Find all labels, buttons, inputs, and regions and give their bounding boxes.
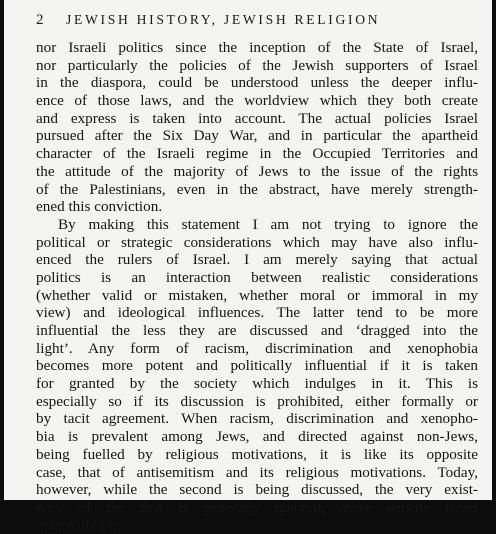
text-line: for granted by the society which indulges in it. This is (36, 375, 478, 393)
text-line: however, while the second is being discussed, the very exist- (36, 481, 478, 499)
text-line: pursued after the Six Day War, and in particular the apartheid (36, 127, 478, 145)
paragraph (36, 39, 478, 216)
text-line: ened this conviction. (36, 198, 163, 216)
text-line: becomes more potent and politically influential if it is taken (36, 357, 478, 375)
text-line: political or strategic considerations which may have also influ- (36, 233, 478, 251)
book-page (4, 0, 492, 534)
text-line: By making this statement I am not trying to ignore the (58, 215, 478, 233)
running-head (36, 10, 476, 32)
text-line: by tacit agreement. When racism, discrimination and xenopho- (36, 410, 478, 428)
text-line: nor particularly the policies of the Jewish supporters of Israel (36, 56, 478, 74)
text-line: in the diaspora, could be understood unless the deeper influ- (36, 74, 478, 92)
text-line: ence of the first is generally ignored, more outside Israel (36, 498, 478, 516)
text-line: ence of those laws, and the worldview which they both create (36, 92, 478, 110)
text-line: character of the Israeli regime in the Occupied Territories and (36, 145, 478, 163)
text-line: bia is prevalent among Jews, and directed against non-Jews, (36, 428, 478, 446)
text-line: and express is taken into account. The actual policies Israel (36, 109, 478, 127)
text-line: especially so if its discussion is prohibited, either formally or (36, 392, 478, 410)
text-line: case, that of antisemitism and its religious motivations. Today, (36, 463, 478, 481)
body-text (36, 39, 478, 534)
text-line: of the Palestinians, even in the abstract, have merely strength- (36, 180, 478, 198)
text-line: view) and ideological influences. The latter tend to be more (36, 304, 478, 322)
paragraph (36, 216, 478, 534)
text-line: influential the less they are discussed and ‘dragged into the (36, 322, 478, 339)
text-line: (whether valid or mistaken, whether moral or immoral in my (36, 286, 478, 304)
text-line: enced the rulers of Israel. I am merely saying that actual (36, 251, 478, 269)
page-number: 2 (36, 12, 44, 28)
running-head-title: JEWISH HISTORY, JEWISH RELIGION (66, 12, 381, 27)
text-line: the attitude of the majority of Jews to the issue of the rights (36, 162, 478, 180)
text-line: light’. Any form of racism, discrimination and xenophobia (36, 339, 478, 357)
text-line: being fuelled by religious motivations, it is like its opposite (36, 445, 478, 463)
text-line: politics is an interaction between realistic considerations (36, 268, 478, 286)
text-line: than within it. (36, 516, 121, 534)
text-line: nor Israeli politics since the inception of the State of Israel, (36, 39, 478, 56)
